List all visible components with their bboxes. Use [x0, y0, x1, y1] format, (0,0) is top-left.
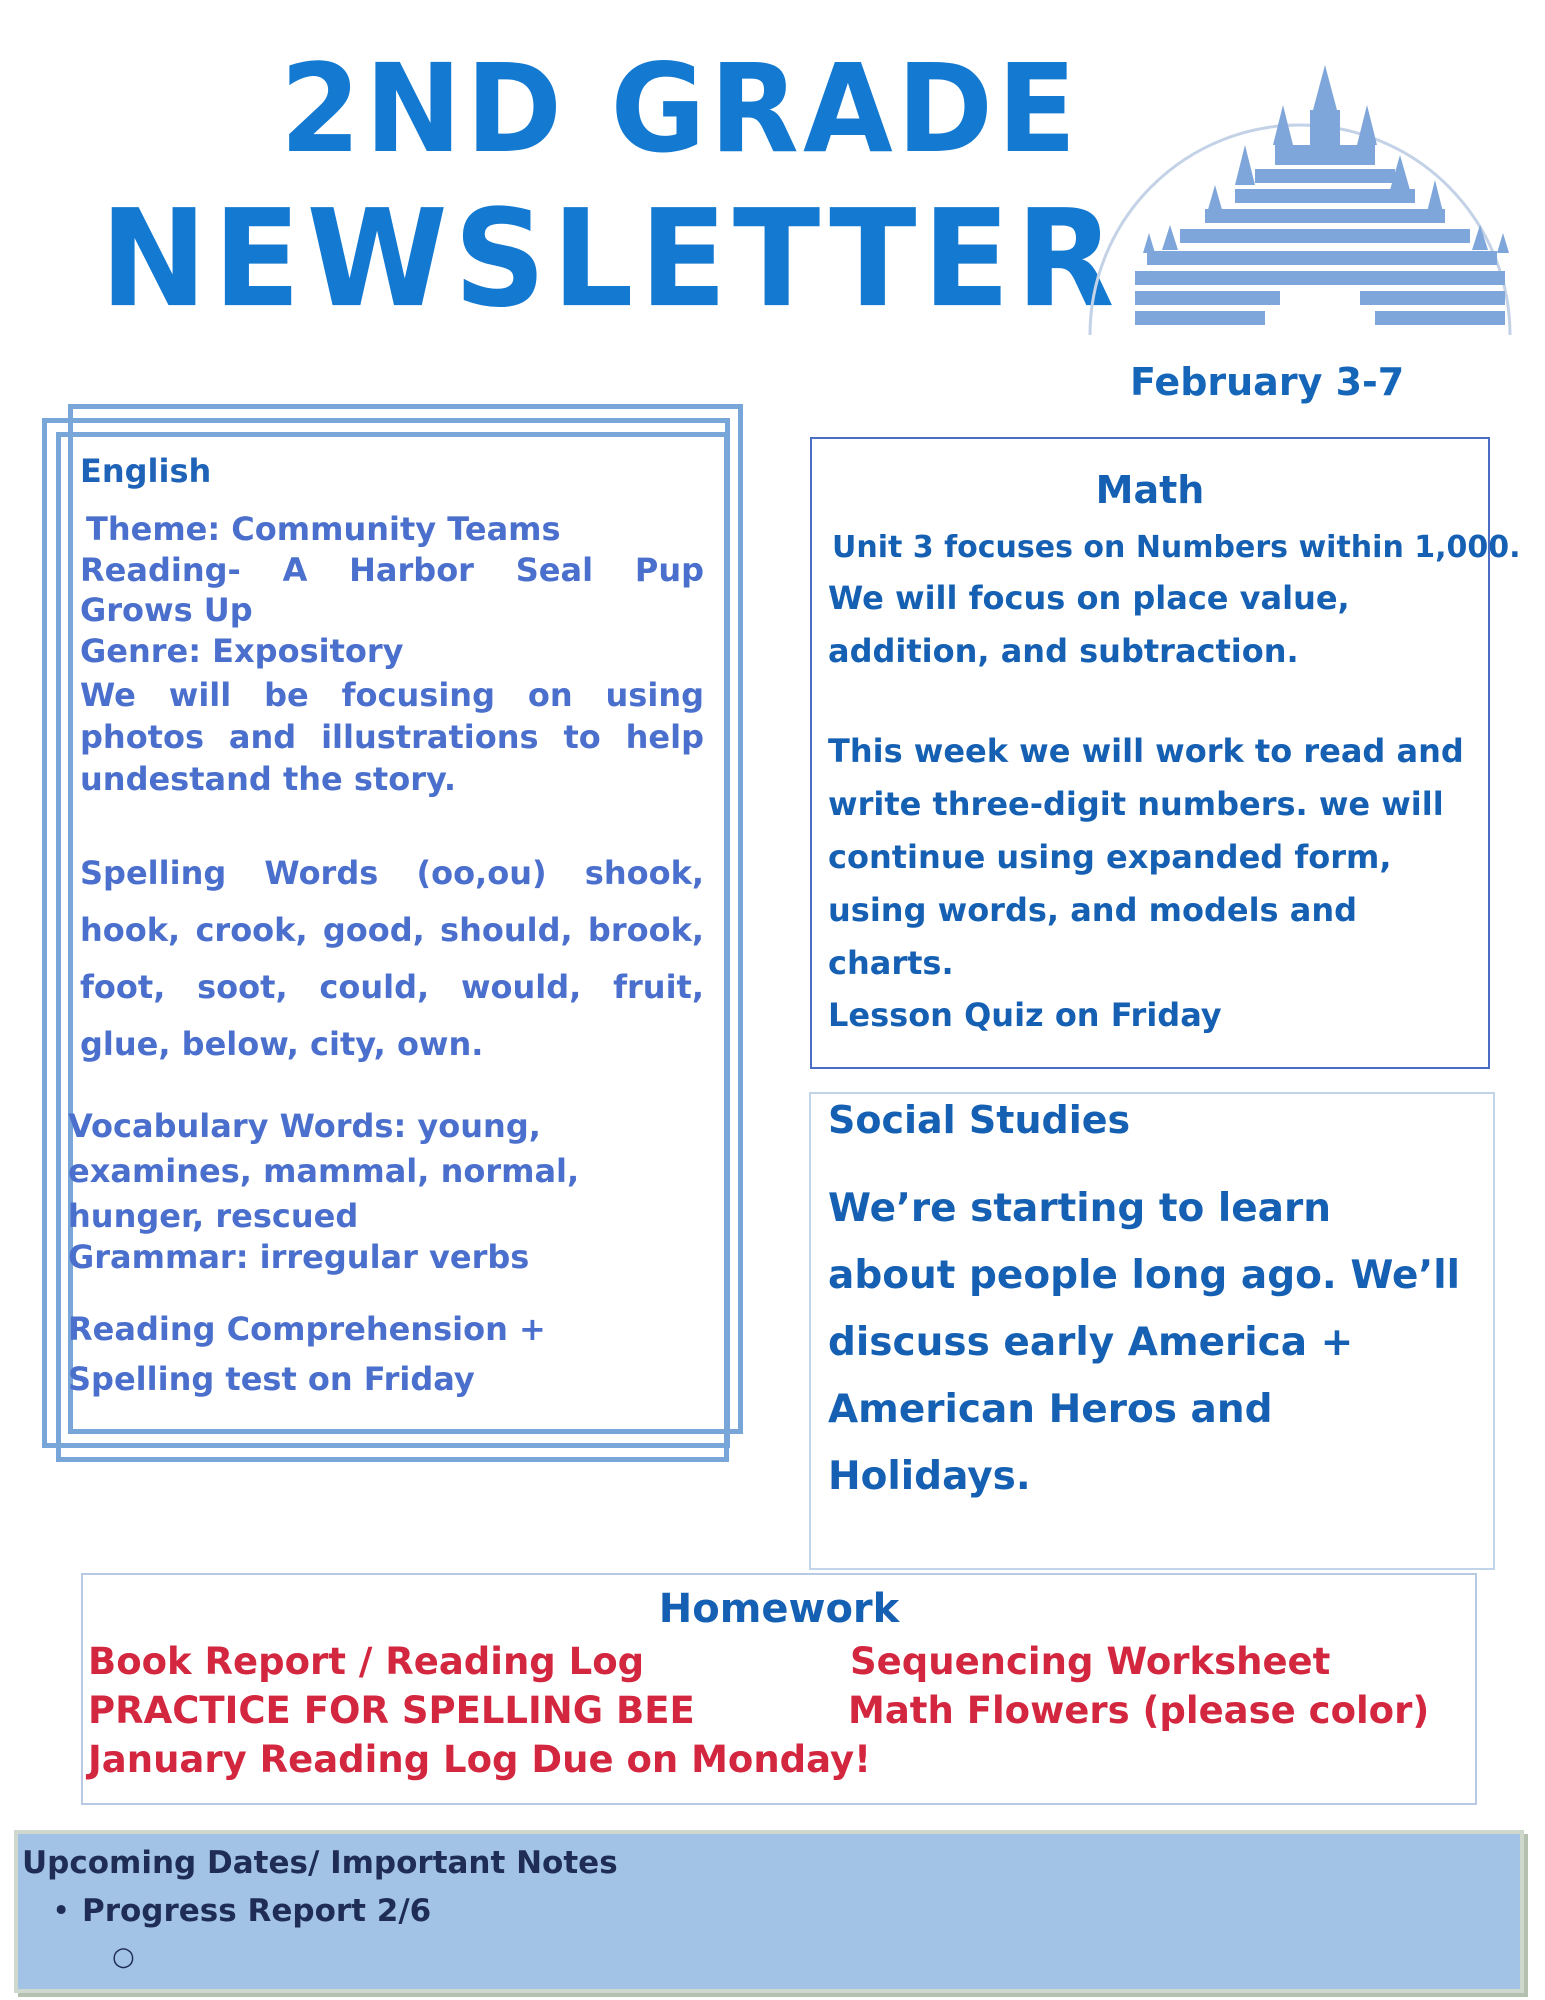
newsletter-title-line2: NEWSLETTER — [100, 181, 1121, 338]
homework-item: Book Report / Reading Log — [88, 1640, 645, 1683]
notes-list-item: Progress Report 2/6 — [82, 1893, 432, 1929]
english-spelling-words: Spelling Words (oo,ou) shook, hook, crook, good, should, brook, foot, soot, could, would, fruit, glue, below, city, own. — [80, 854, 704, 1063]
english-theme: Theme: Community Teams — [86, 510, 561, 548]
newsletter-title-line1: 2ND GRADE — [280, 38, 1081, 181]
english-focus: We will be focusing on using photos and illustrations to help undestand the story. — [80, 676, 704, 798]
bullet-dot-icon: • — [52, 1893, 71, 1929]
homework-item: January Reading Log Due on Monday! — [88, 1738, 871, 1781]
english-reading: Reading- A Harbor Seal Pup Grows Up — [80, 551, 704, 629]
english-genre: Genre: Expository — [80, 632, 404, 670]
math-heading: Math — [1095, 468, 1205, 512]
castle-logo-icon — [1085, 55, 1515, 355]
homework-item: Sequencing Worksheet — [850, 1640, 1331, 1683]
bullet-circle-icon: ○ — [112, 1942, 135, 1972]
english-test-note: Reading Comprehension + Spelling test on Friday — [68, 1310, 546, 1398]
english-grammar: Grammar: irregular verbs — [68, 1238, 530, 1276]
homework-heading: Homework — [658, 1586, 900, 1632]
week-date: February 3-7 — [1130, 360, 1405, 404]
social-studies-body: We’re starting to learn about people long ago. We’ll discuss early America + American Heros and Holidays. — [828, 1186, 1460, 1499]
english-vocabulary-words: Vocabulary Words: young, examines, mammal, normal, hunger, rescued — [68, 1107, 580, 1235]
notes-heading: Upcoming Dates/ Important Notes — [22, 1845, 618, 1881]
math-week-plan: This week we will work to read and write three-digit numbers. we will continue using expanded form, using words, and models and charts. — [828, 732, 1464, 982]
homework-item: PRACTICE FOR SPELLING BEE — [88, 1689, 695, 1732]
math-quiz-note: Lesson Quiz on Friday — [828, 996, 1222, 1034]
math-focus: We will focus on place value, addition, and subtraction. — [828, 579, 1350, 670]
social-studies-heading: Social Studies — [828, 1098, 1131, 1142]
english-heading: English — [80, 452, 212, 490]
math-unit: Unit 3 focuses on Numbers within 1,000. — [832, 530, 1521, 565]
homework-item: Math Flowers (please color) — [848, 1689, 1430, 1732]
